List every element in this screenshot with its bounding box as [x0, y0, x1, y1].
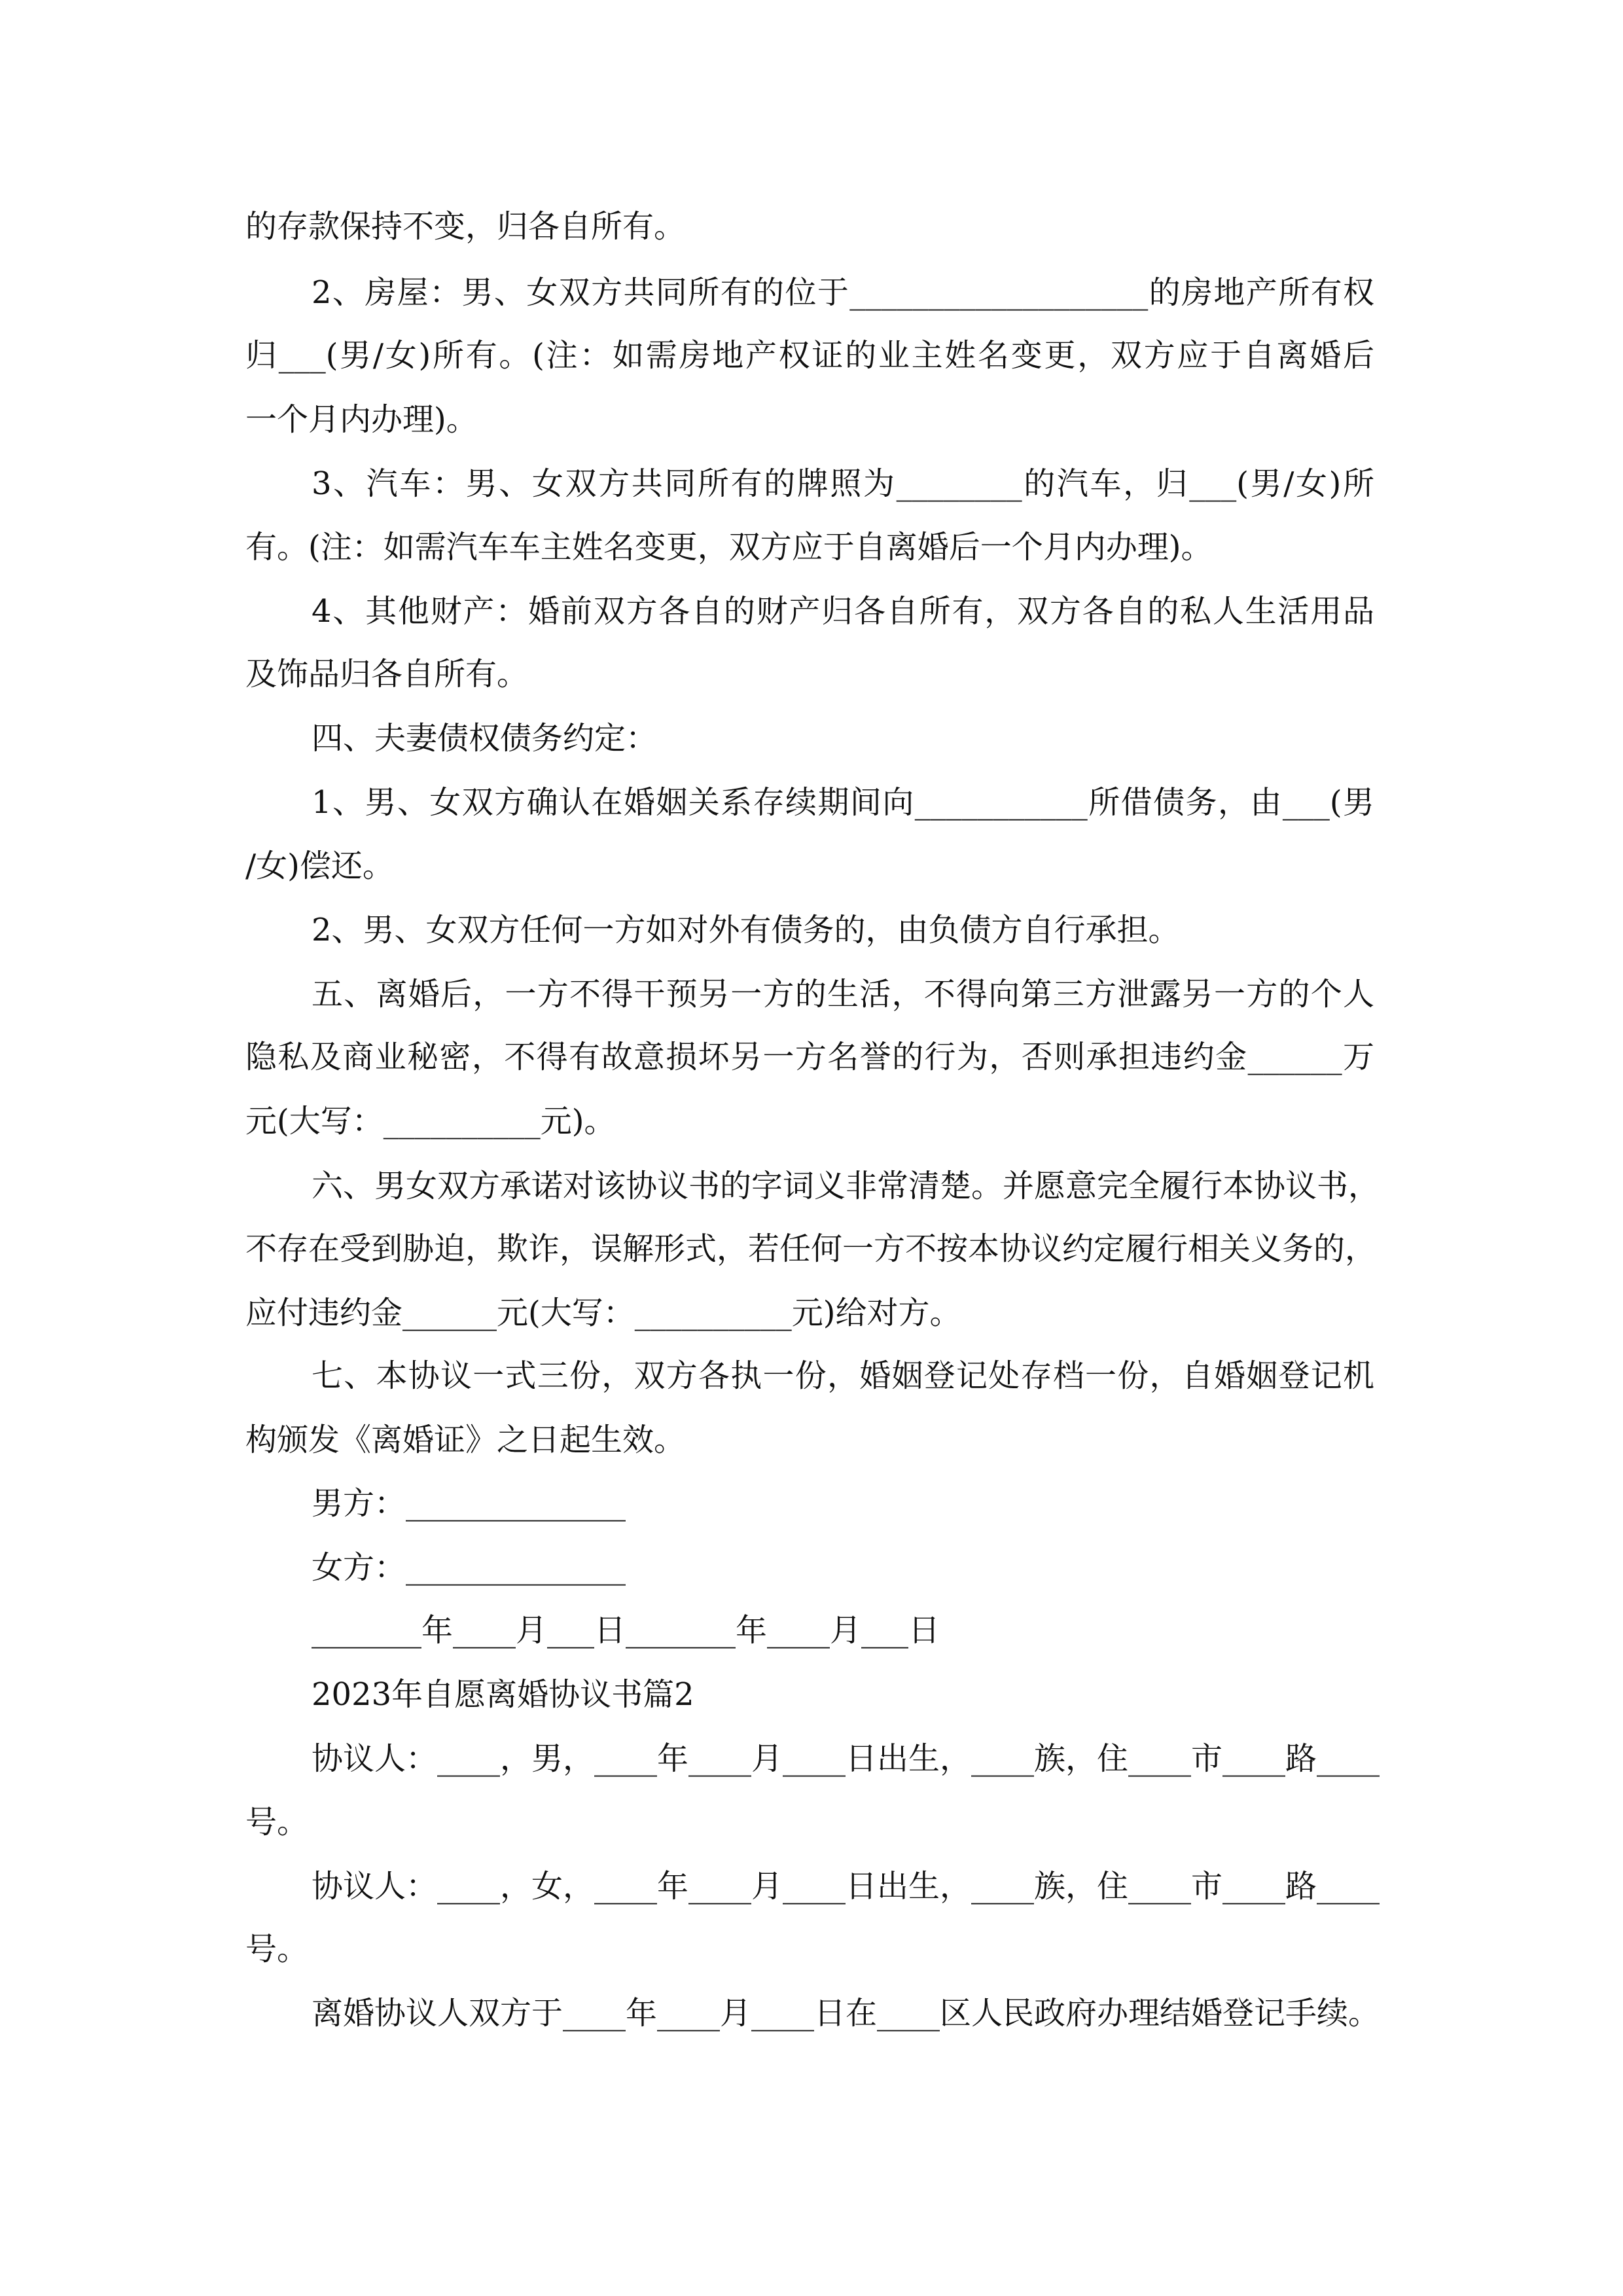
text-line: 归___(男/女)所有。(注：如需房地产权证的业主姓名变更，双方应于自离婚后 [245, 337, 1374, 374]
text-line: /女)偿还。 [245, 848, 394, 884]
text-line: 五、离婚后，一方不得干预另一方的生活，不得向第三方泄露另一方的个人 [312, 976, 1374, 1013]
text-line: 协议人：____，女，____年____月____日出生，____族，住____市____路____ [312, 1868, 1380, 1905]
text-line: 不存在受到胁迫，欺诈，误解形式，若任何一方不按本协议约定履行相关义务的， [245, 1230, 1377, 1267]
text-line: 七、本协议一式三份，双方各执一份，婚姻登记处存档一份，自婚姻登记机 [312, 1357, 1374, 1394]
text-line: 离婚协议人双方于____年____月____日在____区人民政府办理结婚登记手续。 [312, 1995, 1380, 2032]
text-line: 及饰品归各自所有。 [245, 656, 529, 692]
text-line: 4、其他财产：婚前双方各自的财产归各自所有，双方各自的私人生活用品 [312, 593, 1374, 630]
male-party-signature: 男方：______________ [312, 1485, 626, 1522]
text-line: 有。(注：如需汽车车主姓名变更，双方应于自离婚后一个月内办理)。 [245, 529, 1213, 565]
section-title: 2023年自愿离婚协议书篇2 [312, 1676, 694, 1713]
text-line: 2、房屋：男、女双方共同所有的位于___________________的房地产所有权 [312, 274, 1374, 311]
female-party-signature: 女方：______________ [312, 1549, 626, 1586]
text-line: 号。 [245, 1931, 309, 1967]
section-heading: 四、夫妻债权债务约定： [312, 720, 658, 757]
text-line: 1、男、女双方确认在婚姻关系存续期间向___________所借债务，由___(男 [312, 784, 1374, 821]
text-line: 协议人：____，男，____年____月____日出生，____族，住____市____路____ [312, 1740, 1380, 1777]
text-line: 2、男、女双方任何一方如对外有债务的，由负债方自行承担。 [312, 912, 1180, 948]
signature-dates: _______年____月___日_______年____月___日 [312, 1612, 940, 1649]
text-line: 的存款保持不变，归各自所有。 [245, 208, 686, 245]
text-line: 六、男女双方承诺对该协议书的字词义非常清楚。并愿意完全履行本协议书， [312, 1168, 1380, 1204]
text-line: 元(大写：__________元)。 [245, 1103, 616, 1139]
text-line: 隐私及商业秘密，不得有故意损坏另一方名誉的行为，否则承担违约金______万 [245, 1039, 1374, 1075]
text-line: 构颁发《离婚证》之日起生效。 [245, 1422, 686, 1458]
text-line: 号。 [245, 1804, 309, 1840]
text-line: 3、汽车：男、女双方共同所有的牌照为________的汽车，归___(男/女)所 [312, 465, 1374, 502]
text-line: 一个月内办理)。 [245, 401, 478, 438]
text-line: 应付违约金______元(大写：__________元)给对方。 [245, 1295, 961, 1331]
